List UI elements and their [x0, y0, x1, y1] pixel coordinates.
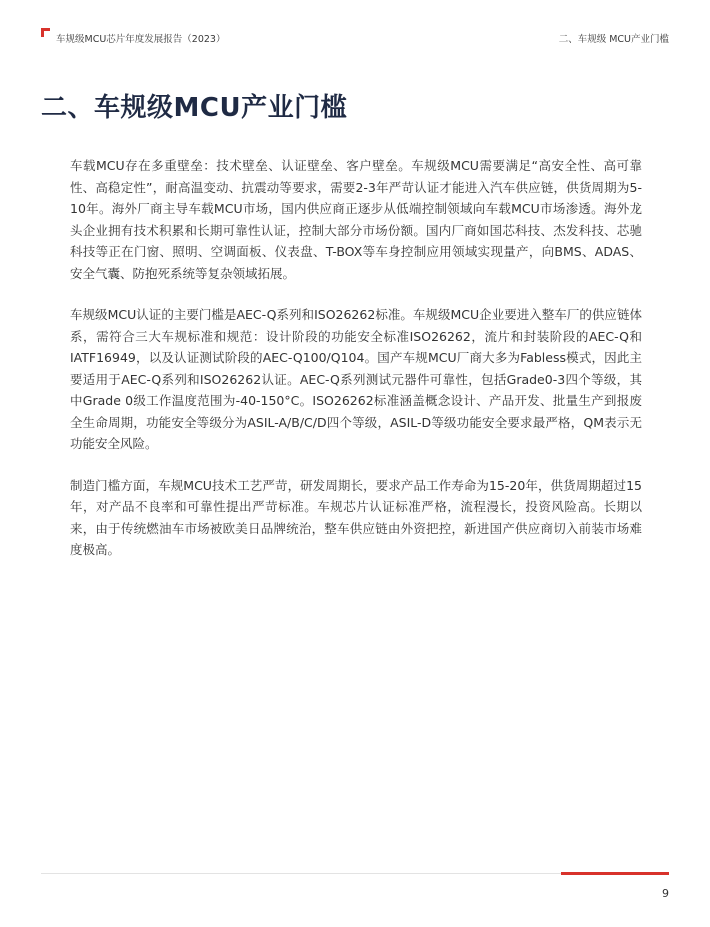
page-number: 9 — [662, 887, 669, 900]
footer-accent-bar — [561, 872, 669, 875]
header-report-title: 车规级MCU芯片年度发展报告（2023） — [56, 34, 226, 45]
paragraph-barriers: 车载MCU存在多重壁垒：技术壁垒、认证壁垒、客户壁垒。车规级MCU需要满足“高安全性、高可靠性、高稳定性”，耐高温变动、抗震动等要求，需要2-3年严苛认证才能进入汽车供应链，供货周期为5-10年。海外厂商主导车载MCU市场，国内供应商正逐步从低端控制领域向车载MCU市场渗透。海外龙头企业拥有技术积累和长期可靠性认证，控制大部分市场份额。国内厂商如国芯科技、杰发科技、芯驰科技等正在门窗、照明、空调面板、仪表盘、T-BOX等车身控制应用领域实现量产，向BMS、ADAS、安全气囊、防抱死系统等复杂领域拓展。 — [70, 158, 642, 281]
page-title: 二、车规级MCU产业门槛 — [41, 93, 348, 123]
body-content — [70, 155, 642, 581]
paragraph-manufacturing: 制造门槛方面，车规MCU技术工艺严苛，研发周期长，要求产品工作寿命为15-20年，供货周期超过15年，对产品不良率和可靠性提出严苛标准。车规芯片认证标准严格，流程漫长，投资风险高。长期以来，由于传统燃油车市场被欧美日品牌统治，整车供应链由外资把控，新进国产供应商切入前装市场难度极高。 — [70, 477, 642, 557]
header-corner-mark — [41, 28, 50, 37]
header-section-title: 二、车规级 MCU产业门槛 — [558, 34, 669, 45]
paragraph-certification: 车规级MCU认证的主要门槛是AEC-Q系列和ISO26262标准。车规级MCU企业要进入整车厂的供应链体系，需符合三大车规标准和规范：设计阶段的功能安全标准ISO26262，流片和封装阶段的AEC-Q和IATF16949，以及认证测试阶段的AEC-Q100/Q104。国产车规MCU厂商大多为Fabless模式，因此主要适用于AEC-Q系列和ISO26262认证。AEC-Q系列测试元器件可靠性，包括Grade0-3四个等级，其中Grade 0级工作温度范围为-40-150°C。ISO26262标准涵盖概念设计、产品开发、批量生产到报废全生命周期，功能安全等级分为ASIL-A/B/C/D四个等级，ASIL-D等级功能安全要求最严格，QM表示无功能安全风险。 — [70, 307, 642, 451]
